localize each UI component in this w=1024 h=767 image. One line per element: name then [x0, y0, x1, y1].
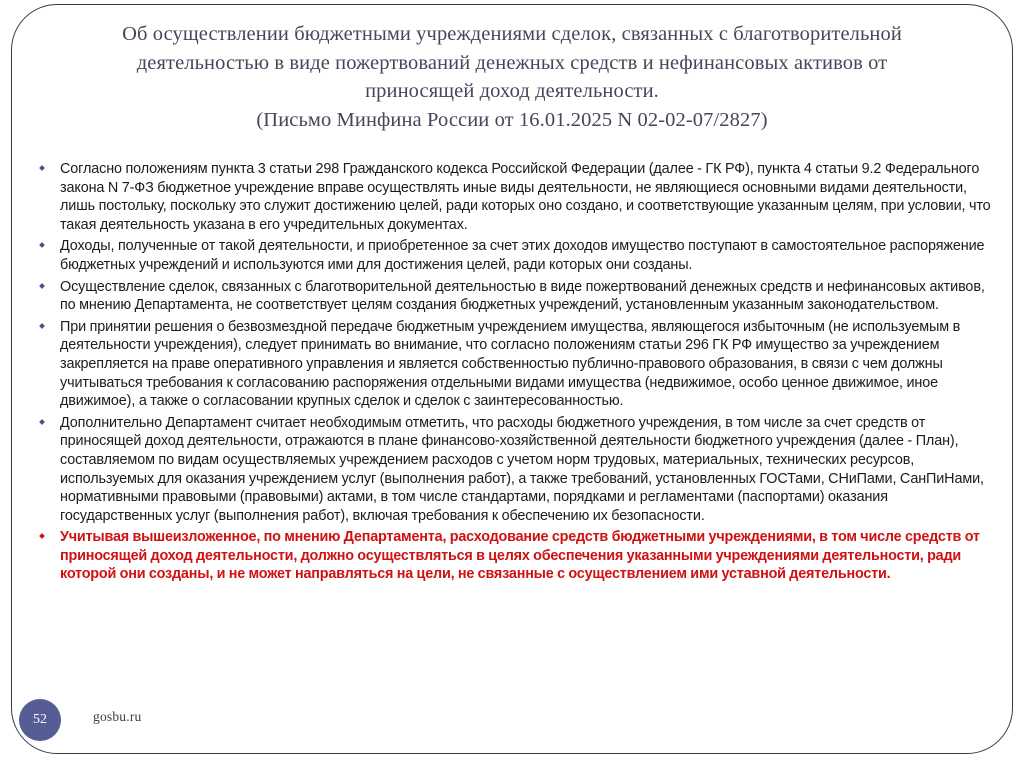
- bullet-text-4: При принятии решения о безвозмездной передаче бюджетным учреждением имущества, являющегося избыточным (не используемым в деятельности учреждения), следует принимать во внимание, что согласно положениям статьи 296 ГК РФ имущество за учреждением закрепляется на праве оперативного управления и является собственностью публично-правового образования, в связи с чем должны учитываться требования к согласованию распоряжения отдельными видами имущества (недвижимое, особо ценное движимое, иное движимое), а также о согласовании крупных сделок и сделок с заинтересованностью.: [60, 318, 961, 410]
- bullet-list-item-3: [34, 278, 994, 315]
- bullet-marker-icon: [39, 419, 45, 425]
- bullet-text-1: Согласно положениям пункта 3 статьи 298 Гражданского кодекса Российской Федерации (далее - ГК РФ), пункта 4 статьи 9.2 Федерального закона N 7-ФЗ бюджетное учреждение вправе осуществлять иные виды деятельности, не являющиеся основными видами деятельности, лишь постольку, поскольку это служит достижению целей, ради которых оно создано, и соответствующие указанным целям, при условии, что такая деятельность указана в его учредительных документах.: [60, 161, 991, 233]
- title-line-4: (Письмо Минфина России от 16.01.2025 N 02-02-07/2827): [256, 108, 768, 131]
- site-name-label: gosbu.ru: [93, 709, 142, 724]
- bullet-marker-icon: [39, 533, 45, 539]
- bullet-list-item-5: [34, 414, 994, 526]
- slide-title: [52, 20, 972, 134]
- bullet-list-item-1: [34, 160, 994, 234]
- bullet-text-5: Дополнительно Департамент считает необходимым отметить, что расходы бюджетного учреждения, в том числе за счет средств от приносящей доход деятельности, отражаются в плане финансово-хозяйственной деятельности бюджетного учреждения (далее - План), составляемом по видам осуществляемых учреждением расходов с учетом норм трудовых, материальных, технических ресурсов, используемых для оказания учреждением услуг (выполнения работ), а также требований, установленных ГОСТами, СНиПами, СанПиНами, нормативными правовыми (правовыми) актами, в том числе стандартами, порядками и регламентами (паспортами) оказания государственных услуг (выполнения работ), включая требования к обеспечению их безопасности.: [60, 414, 984, 524]
- bullet-marker-icon: [39, 243, 45, 249]
- page-number-label: 52: [33, 712, 47, 727]
- bullet-marker-icon: [39, 165, 45, 171]
- title-line-3: приносящей доход деятельности.: [365, 80, 659, 102]
- slide-body-bullet-list: [34, 160, 994, 587]
- title-line-2: деятельностью в виде пожертвований денежных средств и нефинансовых активов от: [136, 51, 888, 74]
- bullet-marker-icon: [39, 323, 45, 329]
- bullet-list-item-2: [34, 237, 994, 274]
- bullet-text-3: Осуществление сделок, связанных с благотворительной деятельностью в виде пожертвований денежных средств и нефинансовых активов, по мнению Департамента, не соответствует целям создания бюджетных учреждений, установленным указанным законодательством.: [60, 278, 985, 314]
- bullet-list-item-4: [34, 318, 994, 411]
- bullet-list-item-6-highlighted: [34, 528, 994, 584]
- page-number-badge: [19, 699, 61, 741]
- bullet-text-6: Учитывая вышеизложенное, по мнению Департамента, расходование средств бюджетными учреждениями, в том числе средств от приносящей доход деятельности, должно осуществляться в целях обеспечения указанными учреждениями деятельности, ради которой они созданы, и не может направляться на цели, не связанные с осуществлением ими уставной деятельности.: [60, 529, 980, 583]
- title-line-1: Об осуществлении бюджетными учреждениями сделок, связанных с благотворительной: [122, 23, 902, 45]
- bullet-marker-icon: [39, 283, 45, 289]
- bullet-text-2: Доходы, полученные от такой деятельности, и приобретенное за счет этих доходов имущество поступают в самостоятельное распоряжение бюджетных учреждений и используются ими для достижения целей, ради которых они созданы.: [60, 238, 985, 273]
